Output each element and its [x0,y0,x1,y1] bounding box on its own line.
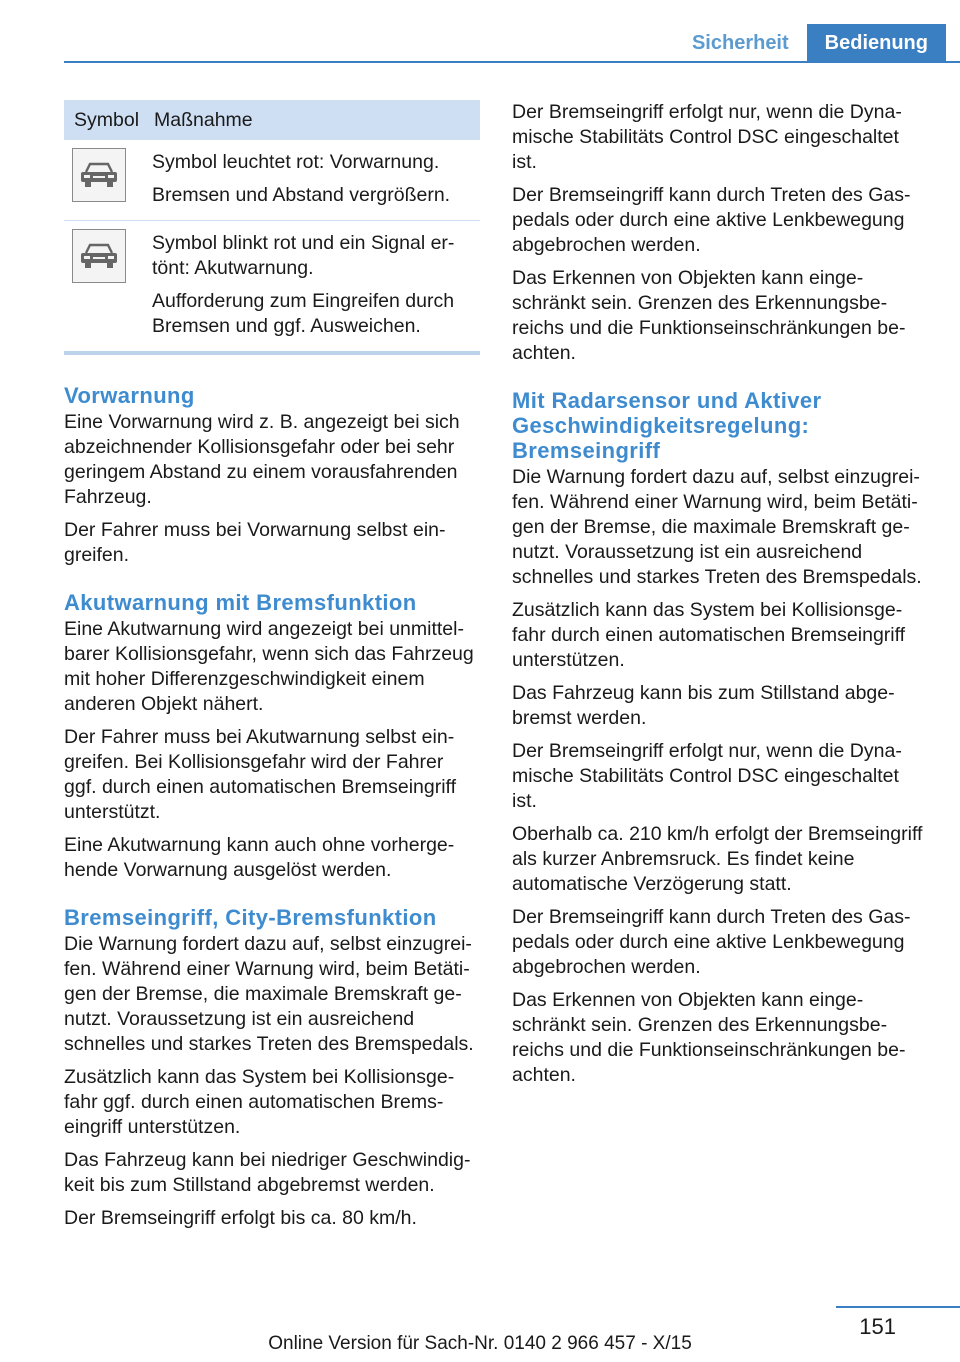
paragraph: Der Bremseingriff erfolgt nur, wenn die Dynamische Stabilitäts Control DSC eingeschaltet ist. [512,740,902,812]
section-heading: Mit Radarsensor und Aktiver Geschwindigkeitsregelung: Bremseingriff [512,388,822,463]
measure-text: Aufforderung zum Eingreifen durch Bremsen und ggf. Ausweichen. [152,290,455,337]
paragraph: Das Fahrzeug kann bei niedriger Geschwindigkeit bis zum Stillstand abgebremst werden. [64,1149,471,1196]
section-radarsensor [512,388,928,1088]
paragraph: Die Warnung fordert dazu auf, selbst einzugreifen. Während einer Warnung wird, beim Betätigen der Bremse, die maximale Bremskraft genutzt. Voraussetzung ist ein ausreichend schnelles und starkes Treten des Bremspedals. [64,933,474,1055]
right-column [512,100,928,1096]
symbol-table [64,100,480,355]
page-number: 151 [859,1314,896,1339]
paragraph: Zusätzlich kann das System bei Kollisionsgefahr ggf. durch einen automatischen Bremseingriff unterstützen. [64,1066,455,1138]
paragraph: Oberhalb ca. 210 km/h erfolgt der Bremseingriff als kurzer Anbremsruck. Es findet keine automatische Verzögerung statt. [512,823,923,895]
paragraph: Eine Vorwarnung wird z. B. angezeigt bei sich abzeichnender Kollisionsgefahr oder bei sehr geringem Abstand zu einem vorausfahrenden Fahrzeug. [64,411,460,508]
header-tabs [674,24,946,62]
paragraph: Das Fahrzeug kann bis zum Stillstand abgebremst werden. [512,682,895,729]
table-header-row [64,100,480,140]
left-column [64,100,480,1239]
paragraph: Der Fahrer muss bei Vorwarnung selbst eingreifen. [64,519,446,566]
col-header-symbol: Symbol [64,100,144,140]
paragraph: Das Erkennen von Objekten kann eingeschränkt sein. Grenzen des Erkennungsbereichs und die Funktionseinschränkungen beachten. [512,989,906,1086]
section-akutwarnung [64,590,480,883]
measure-text: Bremsen und Abstand vergrößern. [152,184,451,206]
header-rule [64,61,960,63]
table-row [64,221,480,354]
car-front-warning-icon [72,148,126,202]
paragraph: Der Bremseingriff erfolgt bis ca. 80 km/h. [64,1207,417,1229]
section-heading: Vorwarnung [64,383,195,408]
section-city-bremsfunktion [64,905,480,1231]
paragraph: Das Erkennen von Objekten kann eingeschränkt sein. Grenzen des Erkennungsbereichs und die Funktionseinschränkungen beachten. [512,267,906,364]
paragraph: Eine Akutwarnung kann auch ohne vorhergehende Vorwarnung ausgelöst werden. [64,834,455,881]
section-heading: Bremseingriff, City-Bremsfunktion [64,905,437,930]
section-vorwarnung [64,383,480,568]
paragraph: Der Bremseingriff kann durch Treten des Gaspedals oder durch eine aktive Lenkbewegung abgebrochen werden. [512,906,911,978]
footer-version-text: Online Version für Sach-Nr. 0140 2 966 457 - X/15 [268,1333,692,1354]
footer-rule [836,1306,960,1308]
measure-text: Symbol blinkt rot und ein Signal ertönt: Akutwarnung. [152,232,455,279]
paragraph: Zusätzlich kann das System bei Kollisionsgefahr durch einen automatischen Bremseingriff unterstützen. [512,599,906,671]
paragraph: Der Fahrer muss bei Akutwarnung selbst eingreifen. Bei Kollisionsgefahr wird der Fahrer ggf. durch einen automatischen Bremseingriff unterstützt. [64,726,457,823]
table-row [64,140,480,221]
paragraph: Die Warnung fordert dazu auf, selbst einzugreifen. Während einer Warnung wird, beim Betätigen der Bremse, die maximale Bremskraft genutzt. Voraussetzung ist ein ausreichend schnelles und starkes Treten des Bremspedals. [512,466,922,588]
car-front-warning-icon [72,229,126,283]
paragraph: Der Bremseingriff kann durch Treten des Gaspedals oder durch eine aktive Lenkbewegung abgebrochen werden. [512,184,911,256]
measure-text: Symbol leuchtet rot: Vorwarnung. [152,151,440,173]
paragraph: Eine Akutwarnung wird angezeigt bei unmittelbarer Kollisionsgefahr, wenn sich das Fahrzeug mit hoher Differenzgeschwindigkeit einem anderen Objekt nähert. [64,618,474,715]
paragraph: Der Bremseingriff erfolgt nur, wenn die Dynamische Stabilitäts Control DSC eingeschaltet ist. [512,101,902,173]
tab-bedienung[interactable]: Bedienung [807,24,946,62]
tab-sicherheit[interactable]: Sicherheit [674,24,807,62]
section-heading: Akutwarnung mit Bremsfunktion [64,590,417,615]
col-header-measure: Maßnahme [144,100,480,140]
